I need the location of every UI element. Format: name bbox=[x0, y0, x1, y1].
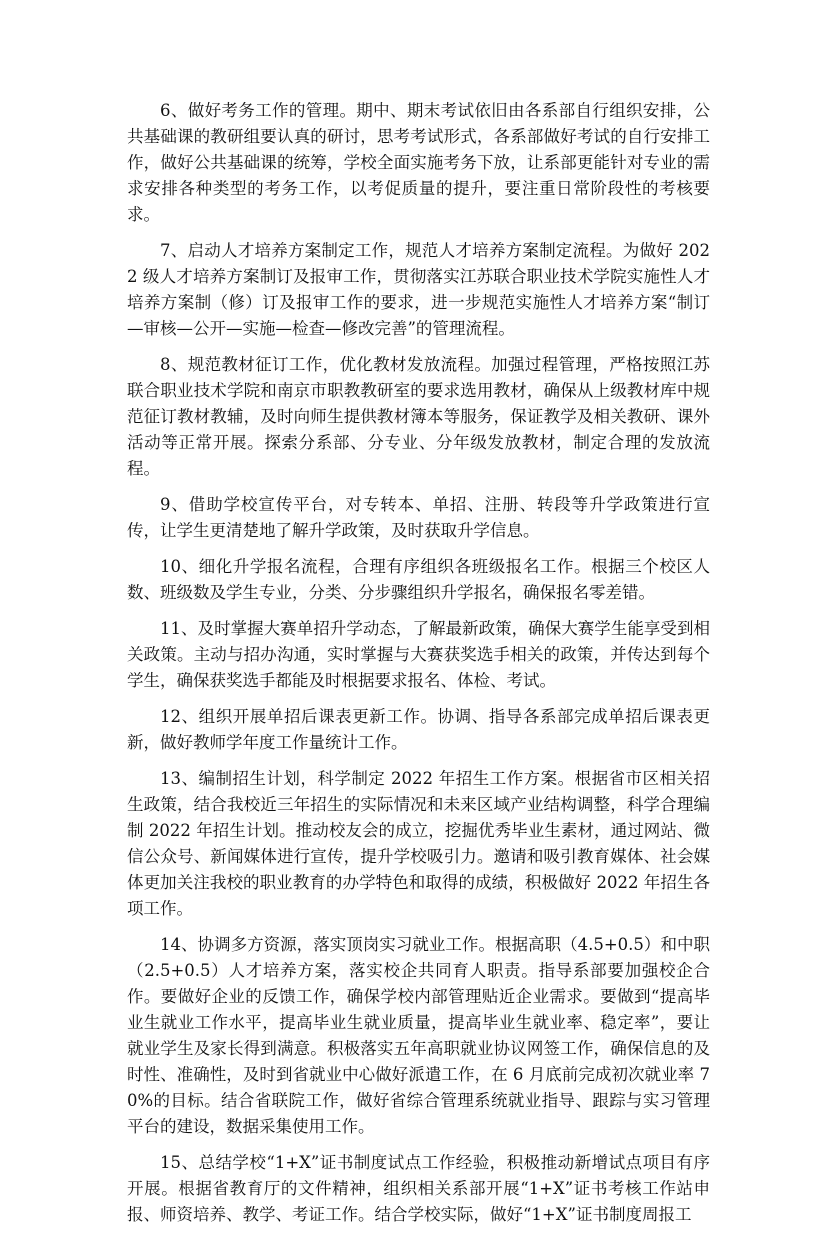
paragraph-item-12: 12、组织开展单招后课表更新工作。协调、指导各系部完成单招后课表更新，做好教师学年度工作量统计工作。 bbox=[127, 707, 710, 752]
document-page bbox=[127, 98, 710, 1238]
paragraph-item-9: 9、借助学校宣传平台，对专转本、单招、注册、转段等升学政策进行宣传，让学生更清楚地了解升学政策，及时获取升学信息。 bbox=[127, 495, 710, 540]
paragraph-item-10: 10、细化升学报名流程，合理有序组织各班级报名工作。根据三个校区人数、班级数及学生专业，分类、分步骤组织升学报名，确保报名零差错。 bbox=[127, 557, 710, 602]
paragraph-item-7: 7、启动人才培养方案制定工作，规范人才培养方案制定流程。为做好 2022 级人才培养方案制订及报审工作，贯彻落实江苏联合职业技术学院实施性人才培养方案制（修）订及报审工作的要求，进一步规范实施性人才培养方案“制订—审核—公开—实施—检查—修改完善”的管理流程。 bbox=[127, 241, 710, 338]
paragraph-item-13: 13、编制招生计划，科学制定 2022 年招生工作方案。根据省市区相关招生政策，结合我校近三年招生的实际情况和未来区域产业结构调整，科学合理编制 2022 年招生计划。推动校友会的成立，挖掘优秀毕业生素材，通过网站、微信公众号、新闻媒体进行宣传，提升学校吸引力。邀请和吸引教育媒体、社会媒体更加关注我校的职业教育的办学特色和取得的成绩，积极做好 2022 年招生各项工作。 bbox=[127, 769, 710, 918]
paragraph-item-14: 14、协调多方资源，落实顶岗实习就业工作。根据高职（4.5+0.5）和中职（2.5+0.5）人才培养方案，落实校企共同育人职责。指导系部要加强校企合作。要做好企业的反馈工作，确保学校内部管理贴近企业需求。要做到“提高毕业生就业工作水平，提高毕业生就业质量，提高毕业生就业率、稳定率”，要让就业学生及家长得到满意。积极落实五年高职就业协议网签工作，确保信息的及时性、准确性，及时到省就业中心做好派遣工作，在 6 月底前完成初次就业率 70%的目标。结合省联院工作，做好省综合管理系统就业指导、跟踪与实习管理平台的建设，数据采集使用工作。 bbox=[127, 935, 710, 1136]
paragraph-item-6: 6、做好考务工作的管理。期中、期末考试依旧由各系部自行组织安排，公共基础课的教研组要认真的研讨，思考考试形式，各系部做好考试的自行安排工作，做好公共基础课的统筹，学校全面实施考务下放，让系部更能针对专业的需求安排各种类型的考务工作，以考促质量的提升，要注重日常阶段性的考核要求。 bbox=[127, 101, 710, 224]
paragraph-item-11: 11、及时掌握大赛单招升学动态，了解最新政策，确保大赛学生能享受到相关政策。主动与招办沟通，实时掌握与大赛获奖选手相关的政策，并传达到每个学生，确保获奖选手都能及时根据要求报名、体检、考试。 bbox=[127, 619, 710, 690]
paragraph-item-8: 8、规范教材征订工作，优化教材发放流程。加强过程管理，严格按照江苏联合职业技术学院和南京市职教教研室的要求选用教材，确保从上级教材库中规范征订教材教辅，及时向师生提供教材簿本等服务，保证教学及相关教研、课外活动等正常开展。探索分系部、分专业、分年级发放教材，制定合理的发放流程。 bbox=[127, 355, 710, 478]
paragraph-item-15: 15、总结学校“1+X”证书制度试点工作经验，积极推动新增试点项目有序开展。根据省教育厅的文件精神，组织相关系部开展“1+X”证书考核工作站申报、师资培养、教学、考证工作。结合学校实际，做好“1+X”证书制度周报工 bbox=[127, 1153, 710, 1224]
